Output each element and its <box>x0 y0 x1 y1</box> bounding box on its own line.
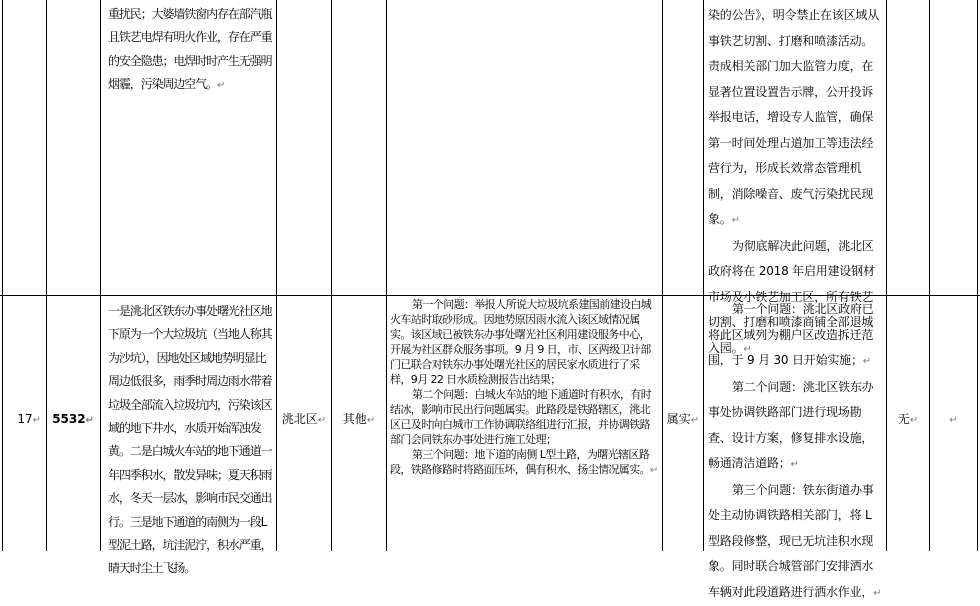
accountability-text: 无 <box>897 412 910 426</box>
paragraph-mark: ↵ <box>862 356 871 367</box>
paragraph-mark: ↵ <box>366 415 376 426</box>
category-name: 其他 <box>342 412 367 426</box>
problem-text: 一是洮北区铁东办事处曙光社区地下原为一个大垃圾坑（当地人称其为沙坑），因地处区域地势明显比周边低很多，雨季时周边雨水带着垃圾全部流入垃圾坑内，污染该区域的地下井水，水质开始浑浊发黄。二是白城火车站的地下通道一年四季积水，散发异味；夏天积雨水，冬天一层冰，影响市民交通出行。三是地下通道的南侧为一段L型泥土路，坑洼泥泞，积水严重，晴天时尘土飞扬。 <box>108 304 272 576</box>
measures-para-3: 第三个问题：铁东街道办事处主动协调铁路相关部门，将 L 型路段修整，现已无坑洼积水现象。同时联合城管部门安排洒水车辆对此段道路进行洒水作业， <box>708 482 874 599</box>
grid-line <box>977 0 978 551</box>
grid-line <box>100 0 101 551</box>
measures-cell <box>708 297 883 599</box>
grid-line <box>662 0 663 551</box>
grid-line <box>331 0 332 551</box>
paragraph-mark: ↵ <box>909 415 919 426</box>
paragraph-mark: ↵ <box>85 415 94 426</box>
remark-cell <box>931 410 976 432</box>
prev-measure-para-2: 为彻底解决此问题，洮北区政府将在 2018 年启用建设钢材市场及小铁艺加工区，所有铁艺切割、打磨和喷漆商铺全部退城入园。 <box>708 238 875 355</box>
seq-cell <box>3 410 45 432</box>
check-result-cell <box>390 297 660 549</box>
seq-number: 17 <box>17 412 33 426</box>
paragraph-mark: ↵ <box>317 415 327 426</box>
grid-line <box>386 0 387 551</box>
prev-problem-cell <box>108 3 272 293</box>
check-result-para-1: 第一个问题：举报人所说大垃圾坑系建国前建设白城火车站时取砂形成。因地势原因雨水流入该区域情况属实。该区域已被铁东办事处曙光社区利用建设服务中心，开展为社区群众服务事项。9 月 9 日，市、区两级卫计部门已联合对铁东办事处曙光社区的居民家水质进行了采样，9月 22 日水质检测报告出结果； <box>390 298 652 386</box>
paragraph-mark: ↵ <box>743 343 752 355</box>
accountability-cell <box>888 410 928 432</box>
paragraph-mark: ↵ <box>32 415 41 426</box>
grid-line <box>2 0 3 551</box>
paragraph-mark: ↵ <box>790 459 799 470</box>
verdict-text: 属实 <box>666 412 691 426</box>
problem-cell <box>108 300 272 576</box>
paragraph-mark: ↵ <box>949 415 958 426</box>
paragraph-mark: ↵ <box>873 587 882 599</box>
category-cell <box>333 410 385 432</box>
paragraph-mark: ↵ <box>690 415 700 426</box>
case-number: 5532 <box>52 412 86 426</box>
grid-line <box>46 0 47 551</box>
case-no-cell <box>47 410 100 432</box>
district-name: 洮北区 <box>281 412 318 426</box>
verdict-cell <box>664 410 702 432</box>
paragraph-mark: ↵ <box>650 465 658 476</box>
grid-line <box>929 0 930 551</box>
prev-measure-para-1: 染的公告》，明令禁止在该区域从事铁艺切割、打磨和喷漆活动。责成相关部门加大监管力度，在显著位置设置告示牌，公开投诉举报电话，增设专人监管，确保第一时间处理占道加工等违法经营行为，形成长效常态管理机制，消除噪音、废气污染扰民现象。 <box>708 8 880 226</box>
district-cell <box>278 410 330 432</box>
grid-line <box>703 0 704 551</box>
grid-line <box>276 0 277 551</box>
grid-line <box>886 0 887 551</box>
check-result-para-3: 第三个问题：地下道的南侧 L型土路，为曙光辖区路段，铁路修路时将路面压坏，偶有积水、扬尘情况属实。 <box>390 448 650 476</box>
measures-para-2: 第二个问题：洮北区铁东办事处协调铁路部门进行现场勘查、设计方案，修复排水设施，畅通清洁道路； <box>708 379 874 470</box>
paragraph-mark: ↵ <box>731 215 740 226</box>
paragraph-mark: ↵ <box>217 80 225 92</box>
prev-problem-text: 重扰民；大婆墙铁窗内存在部汽瓶且铁艺电焊有明火作业，存在严重的安全隐患；电焊时时产生无强明烟霾，污染周边空气。 <box>108 7 272 92</box>
check-result-para-2: 第二个问题：白城火车站的地下通道时有积水，有时结冰，影响市民出行问题属实。此路段是铁路辖区，洮北区已及时向白城市工作协调联络组进行汇报，并协调铁路部门会同铁东办事处进行施工处理； <box>390 388 652 446</box>
measures-para-1: 第一个问题：洮北区政府已将此区域列为棚户区改造拆迁范围，于 9 月 30 日开始实施； <box>708 302 874 367</box>
